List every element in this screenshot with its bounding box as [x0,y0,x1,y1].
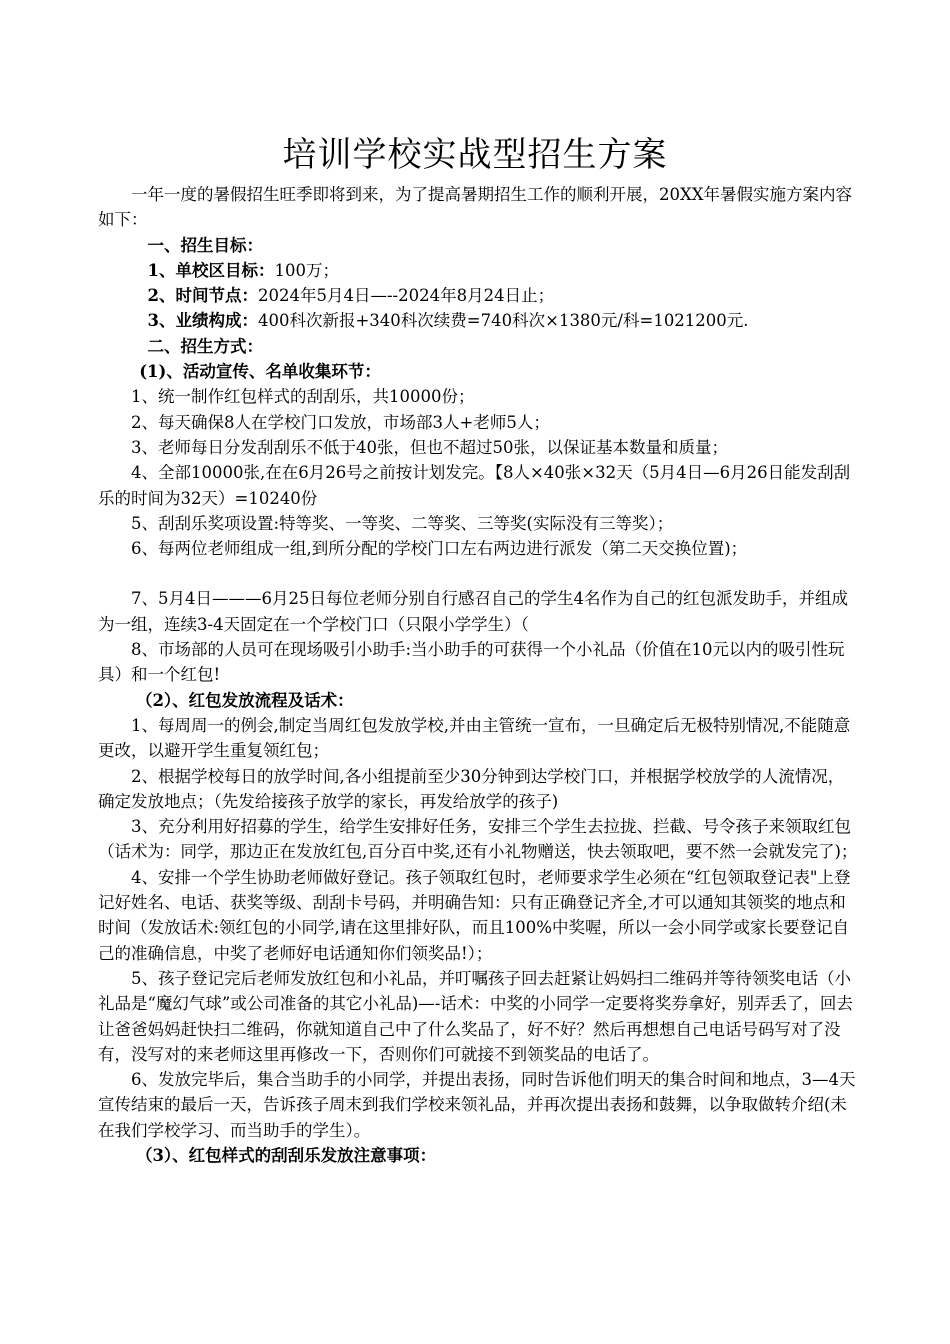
section-2-heading: 二、招生方式： [147,336,263,356]
subsection-1-heading: (1)、活动宣传、名单收集环节： [139,362,381,382]
target-item-2 [98,283,858,308]
promo-item-8: 8、市场部的人员可在现场吸引小助手:当小助手的可获得一个小礼品（价值在10元以内的吸引性玩具）和一个红包! [98,640,845,685]
promo-item-1: 1、统一制作红包样式的刮刮乐，共10000份； [131,387,475,407]
section-1-heading: 一、招生目标： [147,235,263,255]
target-item-1-text: 100万； [274,260,339,280]
target-item-2-text: 2024年5月4日—--2024年8月24日止； [257,286,555,306]
document-body [98,182,858,1168]
target-item-1 [98,258,858,283]
subsection-2-heading: （2）、红包发放流程及话术： [135,690,354,710]
process-item-2: 2、根据学校每日的放学时间,各小组提前至少30分钟到达学校门口，并根据学校放学的人流情况，确定发放地点；（先发给接孩子放学的家长，再发给放学的孩子) [98,766,845,811]
document-title: 培训学校实战型招生方案 [282,135,668,175]
promo-item-5: 5、刮刮乐奖项设置:特等奖、一等奖、二等奖、三等奖(实际没有三等奖）； [131,513,674,533]
promo-item-7: 7、5月4日———6月25日每位老师分别自行感召自己的学生4名作为自己的红包派发助手，并组成为一组，连续3-4天固定在一个学校门口（只限小学学生）（ [98,589,848,634]
promo-item-6: 6、每两位老师组成一组,到所分配的学校门口左右两边进行派发（第二天交换位置)； [131,539,748,559]
target-item-3-label: 3、业绩构成： [147,311,258,331]
process-item-5: 5、孩子登记完后老师发放红包和小礼品，并叮嘱孩子回去赶紧让妈妈扫二维码并等待领奖电话（小礼品是“魔幻气球”或公司准备的其它小礼品)—-话术：中奖的小同学一定要将奖券拿好，别弄丢了，回去让爸爸妈妈赶快扫二维码，你就知道自己中了什么奖品了，好不好？然后再想想自己电话号码写对了没有，没写对的来老师这里再修改一下，否则你们可就接不到领奖品的电话了。 [98,968,853,1064]
process-item-4: 4、安排一个学生协助老师做好登记。孩子领取红包时，老师要求学生必须在“红包领取登记表"上登记好姓名、电话、获奖等级、刮刮卡号码，并明确告知：只有正确登记齐全,才可以通知其领奖的地点和时间（发放话术:领红包的小同学,请在这里排好队，而且100%中奖喔，所以一会小同学或家长要登记自己的准确信息，中奖了老师好电话通知你们领奖品!）； [98,867,851,963]
process-item-3: 3、充分利用好招募的学生，给学生安排好任务，安排三个学生去拉拢、拦截、号令孩子来领取红包（话术为：同学，那边正在发放红包,百分百中奖,还有小礼物赠送，快去领取吧，要不然一会就发完了)； [98,817,858,862]
target-item-3-text: 400科次新报+340科次续费=740科次×1380元/科=1021200元. [257,311,749,331]
process-item-1: 1、每周周一的例会,制定当周红包发放学校,并由主管统一宣布，一旦确定后无极特别情况,不能随意更改，以避开学生重复领红包； [98,715,851,761]
target-item-1-label: 1、单校区目标： [147,260,275,280]
promo-item-4: 4、全部10000张,在在6月26号之前按计划发完。【8人×40张×32天（5月4日—6月26日能发刮刮乐的时间为32天）=10240份 [98,463,851,508]
promo-item-2: 2、每天确保8人在学校门口发放，市场部3人+老师5人； [131,412,550,432]
target-item-2-label: 2、时间节点： [147,286,258,306]
promo-item-3: 3、老师每日分发刮刮乐不低于40张，但也不超过50张，以保证基本数量和质量； [131,437,728,457]
paragraph-gap [98,561,858,586]
process-item-6: 6、发放完毕后，集合当助手的小同学，并提出表扬，同时告诉他们明天的集合时间和地点，3—4天宣传结束的最后一天，告诉孩子周末到我们学校来领礼品，并再次提出表扬和鼓舞，以争取做转介绍(未在我们学校学习、而当助手的学生）。 [98,1070,856,1140]
subsection-3-heading: （3）、红包样式的刮刮乐发放注意事项： [135,1145,437,1165]
intro-paragraph: 一年一度的暑假招生旺季即将到来，为了提高暑期招生工作的顺利开展，20XX年暑假实施方案内容如下： [98,185,852,230]
target-item-3 [98,308,858,333]
